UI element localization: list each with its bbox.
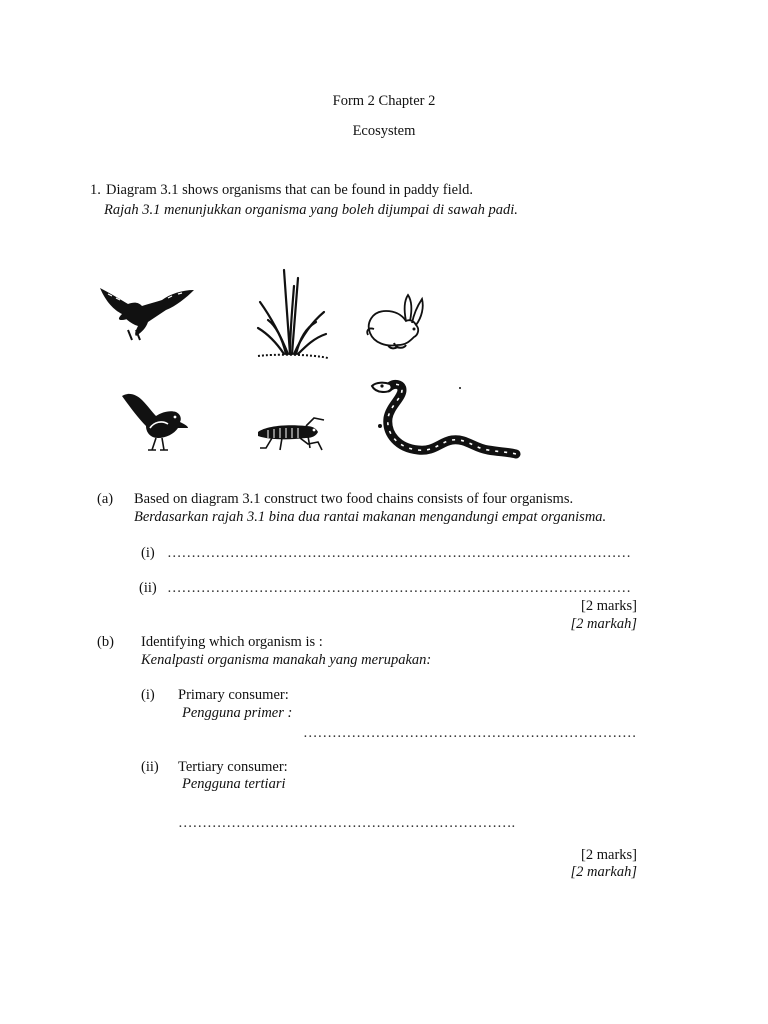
part-b-marks-ms: [2 markah] <box>570 864 637 880</box>
part-b-marks-en: [2 marks] <box>581 847 637 863</box>
page-title: Form 2 Chapter 2 <box>332 93 436 109</box>
bird-icon <box>120 390 190 452</box>
part-a-ii-answer-line[interactable]: …………………………………………………………………………………… <box>167 580 631 596</box>
part-b-text-en: Identifying which organism is : <box>141 634 323 650</box>
part-a-i-answer-line[interactable]: …………………………………………………………………………………… <box>167 545 631 561</box>
eagle-icon <box>98 284 196 342</box>
rabbit-icon <box>364 293 426 353</box>
part-b-text-ms: Kenalpasti organisma manakah yang merupakan: <box>141 652 432 668</box>
grass-icon <box>254 268 330 364</box>
part-a-marks-ms: [2 markah] <box>570 616 637 632</box>
part-a-marks-en: [2 marks] <box>581 598 637 614</box>
grasshopper-icon <box>252 418 326 452</box>
part-b-i-text-ms: Pengguna primer : <box>182 705 293 721</box>
question-text-ms: Rajah 3.1 menunjukkan organisma yang boleh dijumpai di sawah padi. <box>104 202 518 218</box>
part-b-i-text-en: Primary consumer: <box>178 687 289 703</box>
part-a-ii-label: (ii) <box>139 580 157 596</box>
part-a-label: (a) <box>97 491 114 507</box>
part-a-text-en: Based on diagram 3.1 construct two food chains consists of four organisms. <box>134 491 574 507</box>
part-b-i-label: (i) <box>141 687 155 703</box>
question-number: 1. <box>90 182 101 198</box>
part-b-label: (b) <box>97 634 114 650</box>
page-subtitle: Ecosystem <box>352 123 416 139</box>
part-b-ii-answer-line[interactable]: ……………………………………………………………. <box>178 815 516 831</box>
part-b-i-answer-line[interactable]: …………………………………………………………… <box>303 725 637 741</box>
part-b-ii-text-en: Tertiary consumer: <box>178 759 288 775</box>
part-b-ii-text-ms: Pengguna tertiari <box>182 776 286 792</box>
question-text-en: Diagram 3.1 shows organisms that can be found in paddy field. <box>106 182 473 198</box>
part-a-i-label: (i) <box>141 545 155 561</box>
snake-icon <box>368 378 520 466</box>
part-b-ii-label: (ii) <box>141 759 159 775</box>
part-a-text-ms: Berdasarkan rajah 3.1 bina dua rantai makanan mengandungi empat organisma. <box>134 509 607 525</box>
